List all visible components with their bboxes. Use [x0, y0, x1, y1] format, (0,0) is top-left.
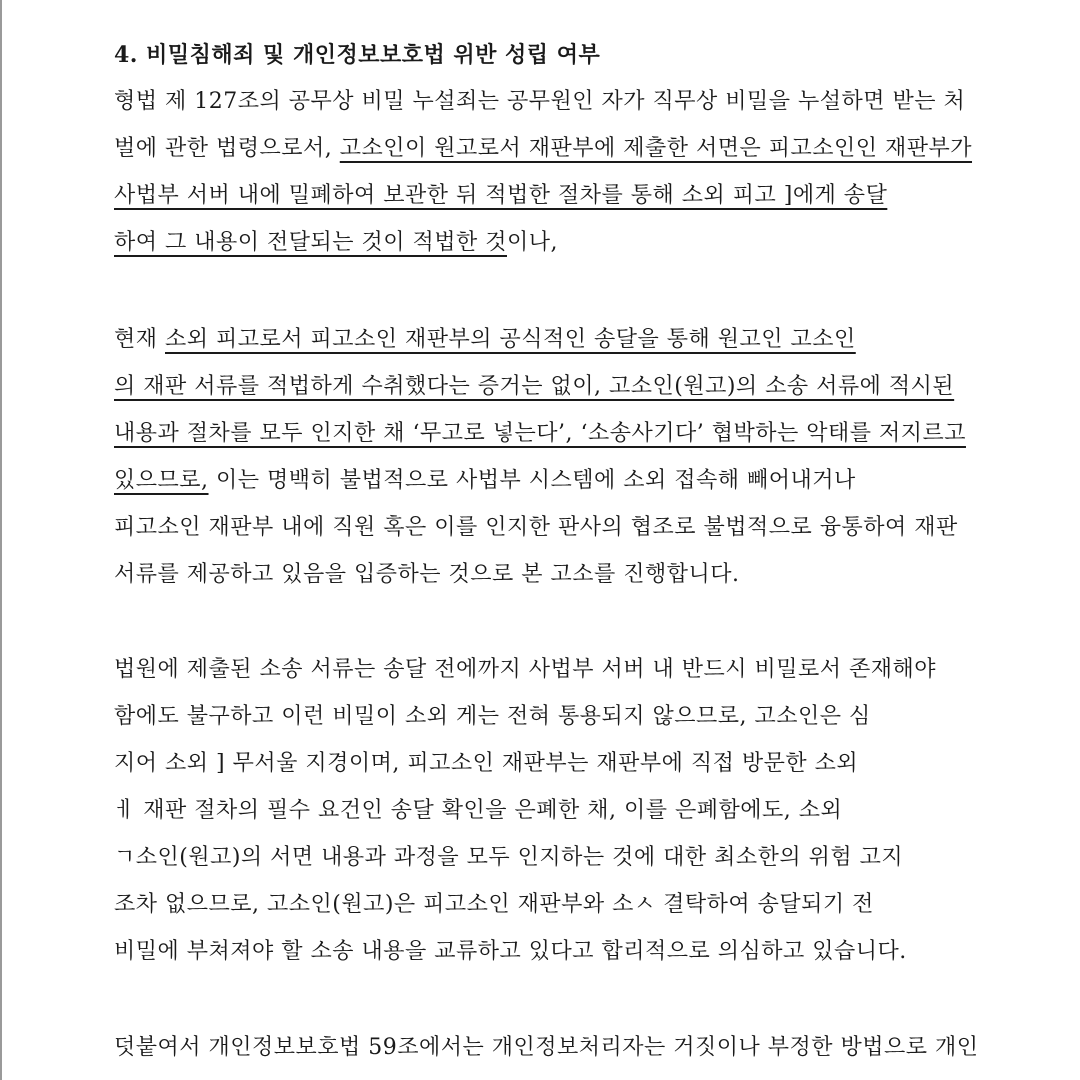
underlined-text: 사법부 서버 내에 밀폐하여 보관한 뒤 적법한 절차를 통해 소외 피고 ]에게 송달: [114, 183, 888, 208]
text-segment: ㄱ소인(원고)의 서면 내용과 과정을 모두 인지하는 것에 대한 최소한의 위험 고지: [114, 845, 904, 870]
text-line: [114, 702, 996, 732]
text-segment: 덧붙여서 개인정보보호법 59조에서는 개인정보처리자는 거짓이나 부정한 방법으로 개인: [114, 1035, 979, 1060]
text-segment: 조차 없으므로, 고소인(원고)은 피고소인 재판부와 소ㅅ 결탁하여 송달되기 전: [114, 892, 874, 917]
underlined-text: 고소인이 원고로서 재판부에 제출한 서면은 피고소인인 재판부가: [339, 136, 973, 161]
text-line: [114, 372, 996, 402]
text-line: [114, 228, 996, 258]
text-segment: 비밀에 부쳐져야 할 소송 내용을 교류하고 있다고 합리적으로 의심하고 있습니다.: [114, 939, 907, 964]
text-segment: 이는 명백히 불법적으로 사법부 시스템에 소외 접속해 빼어내거나: [208, 468, 856, 493]
text-line: [114, 890, 996, 920]
text-segment: 함에도 불구하고 이런 비밀이 소외 게는 전혀 통용되지 않으므로, 고소인은 심: [114, 704, 871, 729]
underlined-text: 의 재판 서류를 적법하게 수취했다는 증거는 없이, 고소인(원고)의 소송 서류에 적시된: [114, 374, 955, 399]
section-heading: 4. 비밀침해죄 및 개인정보보호법 위반 성립 여부: [114, 42, 601, 68]
text-line: [114, 937, 996, 967]
underlined-text: 소외 피고로서 피고소인 재판부의 공식적인 송달을 통해 원고인 고소인: [165, 327, 856, 352]
text-line: [114, 843, 996, 873]
underlined-text: 있으므로,: [114, 468, 209, 493]
underlined-text: 하여 그 내용이 전달되는 것이 적법한 것: [114, 230, 507, 255]
text-line: [114, 796, 996, 826]
text-segment: 지어 소외 ] 무서울 지경이며, 피고소인 재판부는 재판부에 직접 방문한 소외: [114, 751, 859, 776]
text-line: [114, 134, 996, 164]
text-segment: ㅔ 재판 절차의 필수 요건인 송달 확인을 은폐한 채, 이를 은폐함에도, 소외: [114, 798, 843, 823]
text-segment: 법원에 제출된 소송 서류는 송달 전에까지 사법부 서버 내 반드시 비밀로서 존재해야: [114, 657, 936, 682]
text-line: [114, 181, 996, 211]
text-line: [114, 513, 996, 543]
text-line: [114, 419, 996, 449]
text-line: [114, 325, 996, 355]
text-line: [114, 655, 996, 685]
text-segment: 이나,: [507, 230, 558, 255]
text-line: [114, 560, 996, 590]
text-line: [114, 87, 996, 117]
text-segment: 현재: [114, 327, 165, 352]
text-segment: 벌에 관한 법령으로서,: [114, 136, 340, 161]
text-line: [114, 1033, 996, 1063]
text-line: [114, 749, 996, 779]
text-segment: 서류를 제공하고 있음을 입증하는 것으로 본 고소를 진행합니다.: [114, 562, 740, 587]
text-segment: 피고소인 재판부 내에 직원 혹은 이를 인지한 판사의 협조로 불법적으로 융통하여 재판: [114, 515, 958, 540]
underlined-text: 내용과 절차를 모두 인지한 채 ‘무고로 넣는다’, ‘소송사기다’ 협박하는 악태를 저지르고: [114, 421, 966, 446]
text-line: [114, 466, 996, 496]
text-segment: 형법 제 127조의 공무상 비밀 누설죄는 공무원인 자가 직무상 비밀을 누설하면 받는 처: [114, 89, 966, 114]
